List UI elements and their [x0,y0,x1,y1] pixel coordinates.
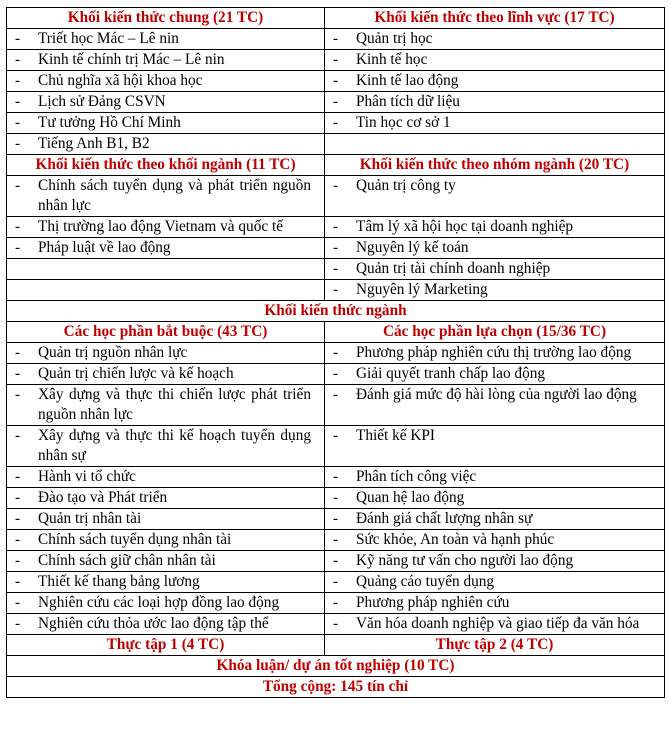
bullet-dash: - [15,552,21,569]
course-cell [325,29,665,50]
course-name: Chính sách giữ chân nhân tài [38,552,216,569]
course-cell [7,113,325,134]
sector-course-row [7,259,665,280]
course-name: Phân tích dữ liệu [356,93,460,110]
bullet-dash: - [15,51,21,68]
bullet-dash: - [15,427,21,444]
course-name: Xây dựng và thực thi kế hoạch tuyển dụng nhân sự [38,427,311,464]
course-name: Hành vi tổ chức [38,468,136,485]
bullet-dash: - [15,531,21,548]
course-cell [325,176,665,217]
course-cell [7,343,325,364]
major-header [7,301,665,322]
bullet-dash: - [15,468,21,485]
major-course-row [7,509,665,530]
bullet-dash: - [333,573,339,590]
bullet-dash: - [333,72,339,89]
bullet-dash: - [15,72,21,89]
course-name: Đánh giá chất lượng nhân sự [356,510,533,527]
bullet-dash: - [333,239,339,256]
course-name: Quản trị chiến lược và kế hoạch [38,365,234,382]
course-name: Nghiên cứu các loại hợp đồng lao động [38,594,280,611]
empty-cell [7,280,325,301]
course-name: Văn hóa doanh nghiệp và giao tiếp đa văn hóa [356,615,640,632]
course-cell [325,509,665,530]
course-name: Triết học Mác – Lê nin [38,30,179,47]
sector-header-row [7,155,665,176]
total-row [7,677,665,698]
course-cell [7,572,325,593]
empty-cell [325,134,665,155]
course-name: Chính sách tuyển dụng nhân tài [38,531,232,548]
bullet-dash: - [15,344,21,361]
section-header-right: Thực tập 2 (4 TC) [325,635,665,656]
course-cell [7,92,325,113]
course-cell [7,29,325,50]
course-cell [7,50,325,71]
course-cell [7,614,325,635]
course-cell [7,488,325,509]
sector-course-row [7,217,665,238]
bullet-dash: - [15,489,21,506]
course-cell [325,343,665,364]
general-course-row [7,71,665,92]
bullet-dash: - [333,468,339,485]
course-name: Quản trị nguồn nhân lực [38,344,188,361]
course-name: Thiết kế thang bảng lương [38,573,200,590]
major-header-cell: Khối kiến thức ngành [7,301,665,322]
bullet-dash: - [15,386,21,403]
thesis-row-cell: Khóa luận/ dự án tốt nghiệp (10 TC) [7,656,665,677]
course-name: Xây dựng và thực thi chiến lược phát triển nguồn nhân lực [38,386,311,423]
empty-spacer [7,259,320,279]
section-header-left: Các học phần bắt buộc (43 TC) [7,322,325,343]
major-course-row [7,467,665,488]
sector-course-row [7,176,665,217]
sector-course-row [7,280,665,301]
thesis-row [7,656,665,677]
course-name: Quản trị tài chính doanh nghiệp [356,260,551,277]
bullet-dash: - [333,93,339,110]
sector-course-row [7,238,665,259]
course-name: Kỹ năng tư vấn cho người lao động [356,552,574,569]
course-name: Quản trị công ty [356,177,456,194]
course-name: Kinh tế chính trị Mác – Lê nin [38,51,225,68]
major-course-row [7,343,665,364]
course-name: Phân tích công việc [356,468,477,485]
bullet-dash: - [15,573,21,590]
section-header-left: Thực tập 1 (4 TC) [7,635,325,656]
section-header-left: Khối kiến thức theo khối ngành (11 TC) [7,155,325,176]
section-header-left: Khối kiến thức chung (21 TC) [7,8,325,29]
course-cell [325,572,665,593]
course-name: Tư tưởng Hồ Chí Minh [38,114,181,131]
bullet-dash: - [333,531,339,548]
course-name: Pháp luật về lao động [38,239,171,256]
course-cell [7,551,325,572]
bullet-dash: - [333,281,339,298]
bullet-dash: - [333,552,339,569]
bullet-dash: - [333,344,339,361]
major-course-row [7,364,665,385]
course-name: Giải quyết tranh chấp lao động [356,365,546,382]
course-name: Sức khỏe, An toàn và hạnh phúc [356,531,555,548]
major-course-row [7,488,665,509]
section-header-right: Khối kiến thức theo nhóm ngành (20 TC) [325,155,665,176]
bullet-dash: - [15,218,21,235]
course-cell [325,113,665,134]
course-cell [325,551,665,572]
major-subheader-row [7,322,665,343]
course-name: Chính sách tuyển dụng và phát triển nguồn nhân lực [38,177,311,214]
course-cell [325,385,665,426]
bullet-dash: - [15,135,21,152]
general-course-row [7,92,665,113]
bullet-dash: - [333,594,339,611]
course-name: Tâm lý xã hội học tại doanh nghiệp [356,218,574,235]
course-cell [325,92,665,113]
course-name: Phương pháp nghiên cứu thị trường lao động [356,344,632,361]
course-cell [7,176,325,217]
general-course-row [7,50,665,71]
course-name: Kinh tế lao động [356,72,459,89]
bullet-dash: - [333,114,339,131]
course-name: Quản trị học [356,30,433,47]
course-cell [325,259,665,280]
course-cell [325,50,665,71]
empty-cell [7,259,325,280]
course-cell [7,217,325,238]
course-name: Thị trường lao động Vietnam và quốc tế [38,218,284,235]
course-name: Quảng cáo tuyển dụng [356,573,495,590]
course-cell [325,467,665,488]
empty-spacer [7,280,320,300]
general-header-row [7,8,665,29]
course-cell [7,530,325,551]
course-cell [7,71,325,92]
bullet-dash: - [15,93,21,110]
course-cell [7,238,325,259]
course-name: Nguyên lý kế toán [356,239,469,256]
empty-spacer [325,134,660,154]
course-name: Lịch sử Đảng CSVN [38,93,166,110]
course-cell [7,385,325,426]
course-name: Đào tạo và Phát triển [38,489,168,506]
course-cell [325,238,665,259]
bullet-dash: - [333,365,339,382]
course-name: Nghiên cứu thỏa ước lao động tập thể [38,615,269,632]
course-cell [325,530,665,551]
bullet-dash: - [333,51,339,68]
course-cell [325,426,665,467]
course-name: Thiết kế KPI [356,427,436,444]
bullet-dash: - [333,427,339,444]
curriculum-table [6,7,665,698]
bullet-dash: - [333,386,339,403]
course-cell [7,134,325,155]
course-cell [325,593,665,614]
course-name: Nguyên lý Marketing [356,281,488,298]
general-course-row [7,113,665,134]
bullet-dash: - [15,177,21,194]
course-name: Phương pháp nghiên cứu [356,594,510,611]
bullet-dash: - [15,114,21,131]
course-cell [7,509,325,530]
course-cell [325,280,665,301]
course-name: Quản trị nhân tài [38,510,142,527]
general-course-row [7,29,665,50]
course-name: Đánh giá mức độ hài lòng của người lao động [356,386,637,403]
course-cell [325,71,665,92]
bullet-dash: - [333,510,339,527]
bullet-dash: - [333,615,339,632]
course-cell [325,364,665,385]
major-course-row [7,426,665,467]
general-course-row [7,134,665,155]
course-cell [325,217,665,238]
course-name: Tiếng Anh B1, B2 [38,135,150,152]
curriculum-table-body [7,8,665,698]
section-header-right: Các học phần lựa chọn (15/36 TC) [325,322,665,343]
internship-row [7,635,665,656]
bullet-dash: - [333,489,339,506]
course-name: Chủ nghĩa xã hội khoa học [38,72,203,89]
bullet-dash: - [333,30,339,47]
total-row-cell: Tổng cộng: 145 tín chỉ [7,677,665,698]
bullet-dash: - [333,177,339,194]
course-name: Quan hệ lao động [356,489,465,506]
course-cell [7,593,325,614]
major-course-row [7,551,665,572]
course-name: Tin học cơ sở 1 [356,114,451,131]
bullet-dash: - [15,239,21,256]
bullet-dash: - [333,218,339,235]
course-cell [7,426,325,467]
course-cell [7,364,325,385]
major-course-row [7,530,665,551]
bullet-dash: - [15,594,21,611]
major-course-row [7,572,665,593]
bullet-dash: - [333,260,339,277]
course-cell [325,488,665,509]
section-header-right: Khối kiến thức theo lĩnh vực (17 TC) [325,8,665,29]
major-course-row [7,385,665,426]
bullet-dash: - [15,365,21,382]
course-cell [325,614,665,635]
major-course-row [7,593,665,614]
bullet-dash: - [15,510,21,527]
major-course-row [7,614,665,635]
course-name: Kinh tế học [356,51,428,68]
course-cell [7,467,325,488]
bullet-dash: - [15,615,21,632]
bullet-dash: - [15,30,21,47]
